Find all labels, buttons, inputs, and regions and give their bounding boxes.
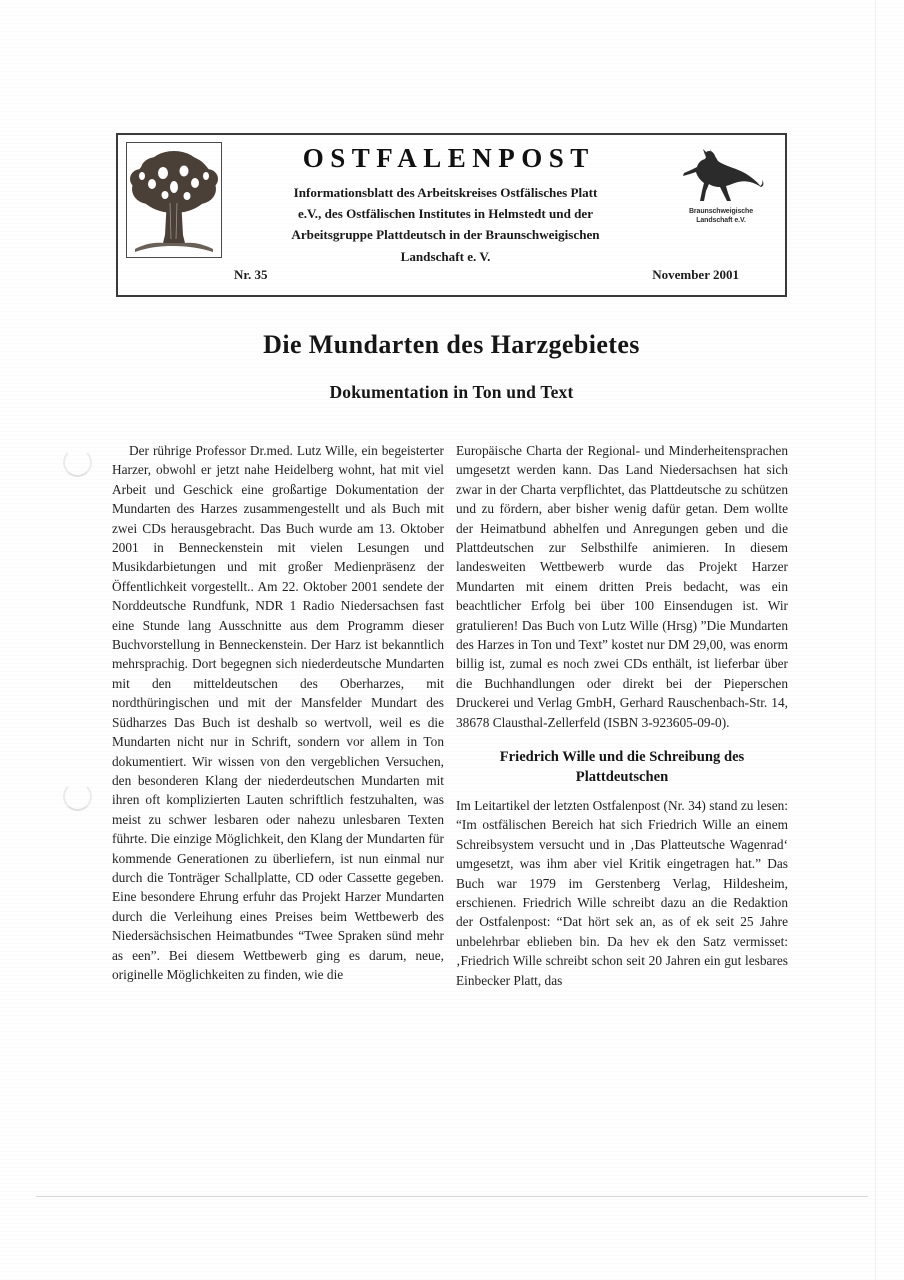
publication-subtitle (230, 182, 661, 267)
masthead-footer (118, 267, 785, 287)
subtitle-line-1: Informationsblatt des Arbeitskreises Ostfälisches Platt (293, 185, 598, 200)
right-column-paragraph-top: Europäische Charta der Regional- und Minderheitensprachen umgesetzt werden kann. Das Land Niedersachsen hat sich zwar in der Charta verpflichtet, das Plattdeutsche zu schützen und zu fördern, aber bisher wenig dafür getan. Dem wollte der Heimatbund abhelfen und Anregungen geben und die Plattdeutschen zur Selbsthilfe animieren. In diesem landesweiten Wettbewerb wurde das Projekt Harzer Mundarten mit einem dritten Preis bedacht, was ein beachtlicher Erfolg bei über 100 Einsendugen ist. Wir gratulieren! Das Buch von Lutz Wille (Hrsg) ”Die Mundarten des Harzes in Ton und Text” kostet nur DM 29,00, was enorm billig ist, zumal es noch zwei CDs enthält, ist lieferbar über die Buchhandlungen oder direkt bei der Pieperschen Druckerei und Verlag GmbH, Gerhard Rauschenbach-Str. 14, 38678 Clausthal-Zellerfeld (ISBN 3-923605-09-0). (456, 443, 788, 730)
braunschweigische-landschaft-logo (665, 149, 777, 226)
article-subheadline: Dokumentation in Ton und Text (329, 382, 574, 402)
article-headline: Die Mundarten des Harzgebietes (263, 330, 640, 359)
logo-caption (665, 208, 777, 226)
article-column-left (112, 441, 444, 984)
masthead-text-block (230, 141, 661, 267)
subtitle-line-2: e.V., des Ostfälischen Institutes in Helmstedt und der (297, 206, 594, 222)
publication-title: OSTFALENPOST (302, 143, 595, 173)
subtitle-line-4: Landschaft e. V. (400, 248, 491, 264)
issue-date: November 2001 (652, 267, 739, 282)
page-right-edge (875, 0, 876, 1280)
logo-caption-line-1: Braunschweigische (688, 208, 754, 215)
hole-punch-mark-top (63, 448, 92, 477)
logo-caption-line-2: Landschaft e.V. (696, 216, 746, 224)
page-bottom-edge (36, 1196, 868, 1197)
subtitle-line-3: Arbeitsgruppe Plattdeutsch in der Braunschweigischen (291, 227, 600, 243)
oak-tree-logo (126, 142, 222, 258)
left-column-paragraph: Der rührige Professor Dr.med. Lutz Wille, ein begeisterter Harzer, obwohl er jetzt nahe Heidelberg wohnt, hat mit viel Arbeit und Geschick eine großartige Dokumentation der Mundarten des Harzes zusammengestellt und als Buch mit zwei CDs herausgebracht. Das Buch wurde am 13. Oktober 2001 in Benneckenstein mit vielen Lesungen und Musikdarbietungen und mit großer Medienpräsenz der Öffentlichkeit vorgestellt.. Am 22. Oktober 2001 sendete der Norddeutsche Rundfunk, NDR 1 Radio Niedersachsen fast eine Stunde lang Ausschnitte aus dem Programm dieser Buchvorstellung in Benneckenstein. Der Harz ist bekanntlich mehrsprachig. Dort begegnen sich niederdeutsche Mundarten mit den mitteldeutschen des Oberharzes, mit nordthüringischen und mit der Mansfelder Mundart des Südharzes Das Buch ist deshalb so wertvoll, weil es die Mundarten nicht nur in Schrift, sondern vor allem in Ton dokumentiert. Wir wissen von den vergeblichen Versuchen, den besonderen Klang der niederdeutschen Mundarten mit ihren oft komplizierten Lauten schriftlich festzuhalten, was meist zu schwer lesbaren oder nahezu unlesbaren Texten führte. Die einzige Möglichkeit, den Klang der Mundarten für kommende Generationen zu überliefern, ist nun einmal nur durch die Tonträger Schallplatte, CD oder Cassette gegeben. Eine besondere Ehrung erfuhr das Projekt Harzer Mundarten durch die Verleihung eines Preises beim Wettbewerb des Niedersächsischen Heimatbundes “Twee Spraken sünd mehr as een”. Bei diesem Wettbewerb ging es darum, neue, originelle Möglichkeiten zu finden, wie die (112, 443, 444, 982)
masthead (116, 133, 787, 297)
section-heading: Friedrich Wille und die Schreibung des Plattdeutschen (499, 749, 745, 785)
article-column-right (456, 441, 788, 990)
hole-punch-mark-bottom (63, 782, 92, 811)
right-column-paragraph-bottom: Im Leitartikel der letzten Ostfalenpost (Nr. 34) stand zu lesen: “Im ostfälischen Bereich hat sich Friedrich Wille an einem Schreibsystem versucht und in ‚Das Platteutsche Wagenrad‘ umgesetzt, was ihm aber viel Kritik eingetragen hat.” Das Buch war 1979 im Gerstenberg Verlag, Hildesheim, erschienen. Friedrich Wille schreibt dazu an die Redaktion der Ostfalenpost: “Dat hört sek an, as of ek seit 25 Jahre unbelehrbar eblieben bin. Da hev ek den Satz vermisset: ‚Friedrich Wille schreibt schon seit 20 Jahren ein gut lesbares Einbecker Platt, das (456, 797, 788, 988)
issue-number: Nr. 35 (234, 267, 268, 282)
